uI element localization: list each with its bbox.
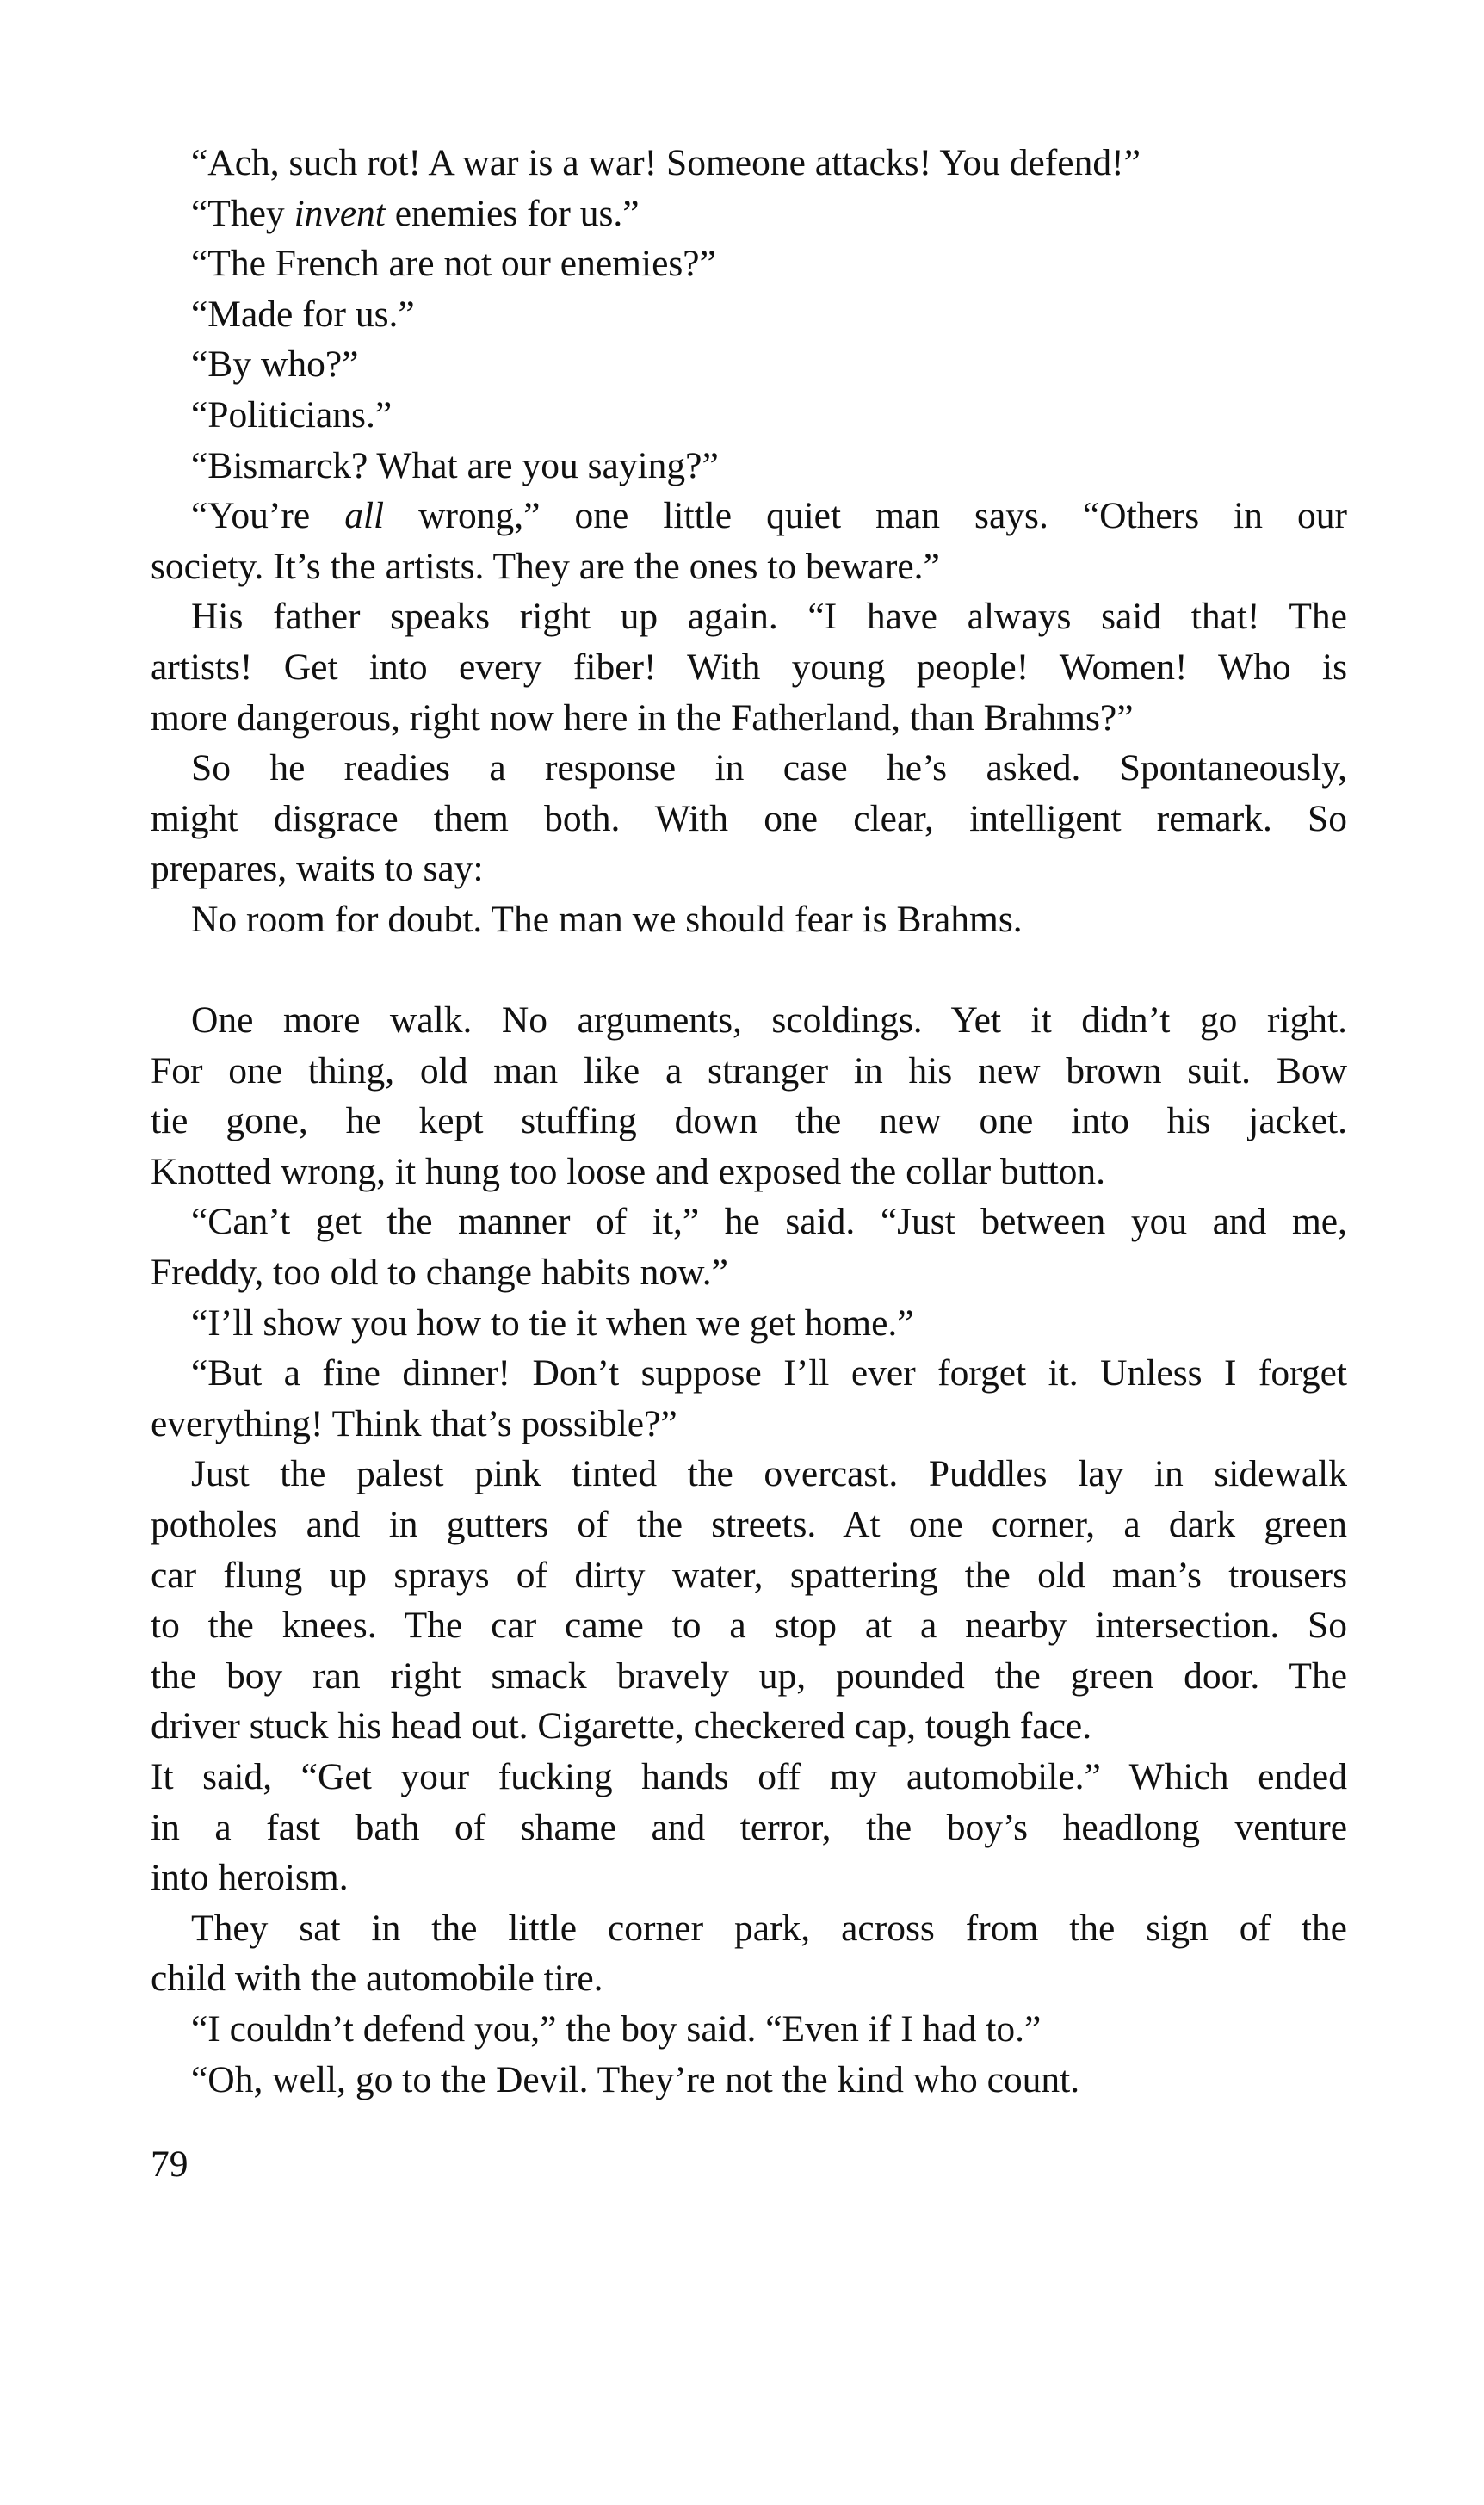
text-line: “Bismarck? What are you saying?” [191, 444, 719, 486]
text-line: potholes and in gutters of the streets. At one corner, a dark green [151, 1504, 1347, 1546]
text-line: might disgrace them both. With one clear, intelligent remark. So [151, 797, 1347, 839]
text-line: Freddy, too old to change habits now.” [151, 1252, 728, 1294]
emphasis: all [344, 495, 385, 537]
section-break [151, 945, 1347, 996]
text-line: “The French are not our enemies?” [191, 243, 716, 285]
text-line: prepares, waits to say: [151, 848, 484, 890]
text-line: “You’re all wrong,” one little quiet man says. “Others in our [191, 495, 1347, 537]
text-line: No room for doubt. The man we should fear is Brahms. [191, 898, 1023, 940]
text-line: “Made for us.” [191, 293, 415, 335]
text-line: more dangerous, right now here in the Fatherland, than Brahms?” [151, 696, 1134, 739]
text-line: car flung up sprays of dirty water, spattering the old man’s trousers [151, 1554, 1347, 1596]
text-line: “Can’t get the manner of it,” he said. “Just between you and me, [191, 1201, 1347, 1243]
text-line: “Politicians.” [191, 393, 393, 436]
text-line: So he readies a response in case he’s asked. Spontaneously, [191, 747, 1347, 789]
text-line: “I’ll show you how to tie it when we get home.” [191, 1302, 914, 1344]
text-line: everything! Think that’s possible?” [151, 1402, 677, 1444]
body-text [151, 138, 1347, 2105]
text-line: “Oh, well, go to the Devil. They’re not the kind who count. [191, 2058, 1080, 2100]
text-line: into heroism. [151, 1857, 349, 1899]
text-line: One more walk. No arguments, scoldings. Yet it didn’t go right. [191, 999, 1347, 1042]
text-line: “Ach, such rot! A war is a war! Someone attacks! You defend!” [191, 142, 1141, 183]
text-line: It said, “Get your fucking hands off my automobile.” Which ended [151, 1756, 1347, 1797]
text-line: to the knees. The car came to a stop at a nearby intersection. So [151, 1605, 1347, 1647]
text-line: Knotted wrong, it hung too loose and exposed the collar button. [151, 1150, 1106, 1192]
text-line: “But a fine dinner! Don’t suppose I’ll ever forget it. Unless I forget [191, 1352, 1347, 1395]
text-line: His father speaks right up again. “I have always said that! The [191, 596, 1347, 638]
emphasis: invent [294, 192, 386, 234]
text-line: in a fast bath of shame and terror, the boy’s headlong venture [151, 1806, 1347, 1848]
text-line: artists! Get into every fiber! With young people! Women! Who is [151, 646, 1347, 688]
text-line: driver stuck his head out. Cigarette, checkered cap, tough face. [151, 1705, 1092, 1747]
text-line: They sat in the little corner park, across from the sign of the [191, 1907, 1347, 1949]
text-line: For one thing, old man like a stranger in his new brown suit. Bow [151, 1049, 1347, 1092]
text-line: Just the palest pink tinted the overcast. Puddles lay in sidewalk [191, 1453, 1347, 1495]
text-line: tie gone, he kept stuffing down the new one into his jacket. [151, 1100, 1347, 1142]
text-line: “They invent enemies for us.” [191, 192, 640, 234]
text-line: society. It’s the artists. They are the ones to beware.” [151, 545, 940, 587]
text-line: “By who?” [191, 343, 359, 386]
page-number: 79 [151, 2143, 189, 2185]
text-line: “I couldn’t defend you,” the boy said. “Even if I had to.” [191, 2007, 1042, 2050]
text-line: the boy ran right smack bravely up, pounded the green door. The [151, 1655, 1347, 1697]
text-line: child with the automobile tire. [151, 1958, 603, 2000]
